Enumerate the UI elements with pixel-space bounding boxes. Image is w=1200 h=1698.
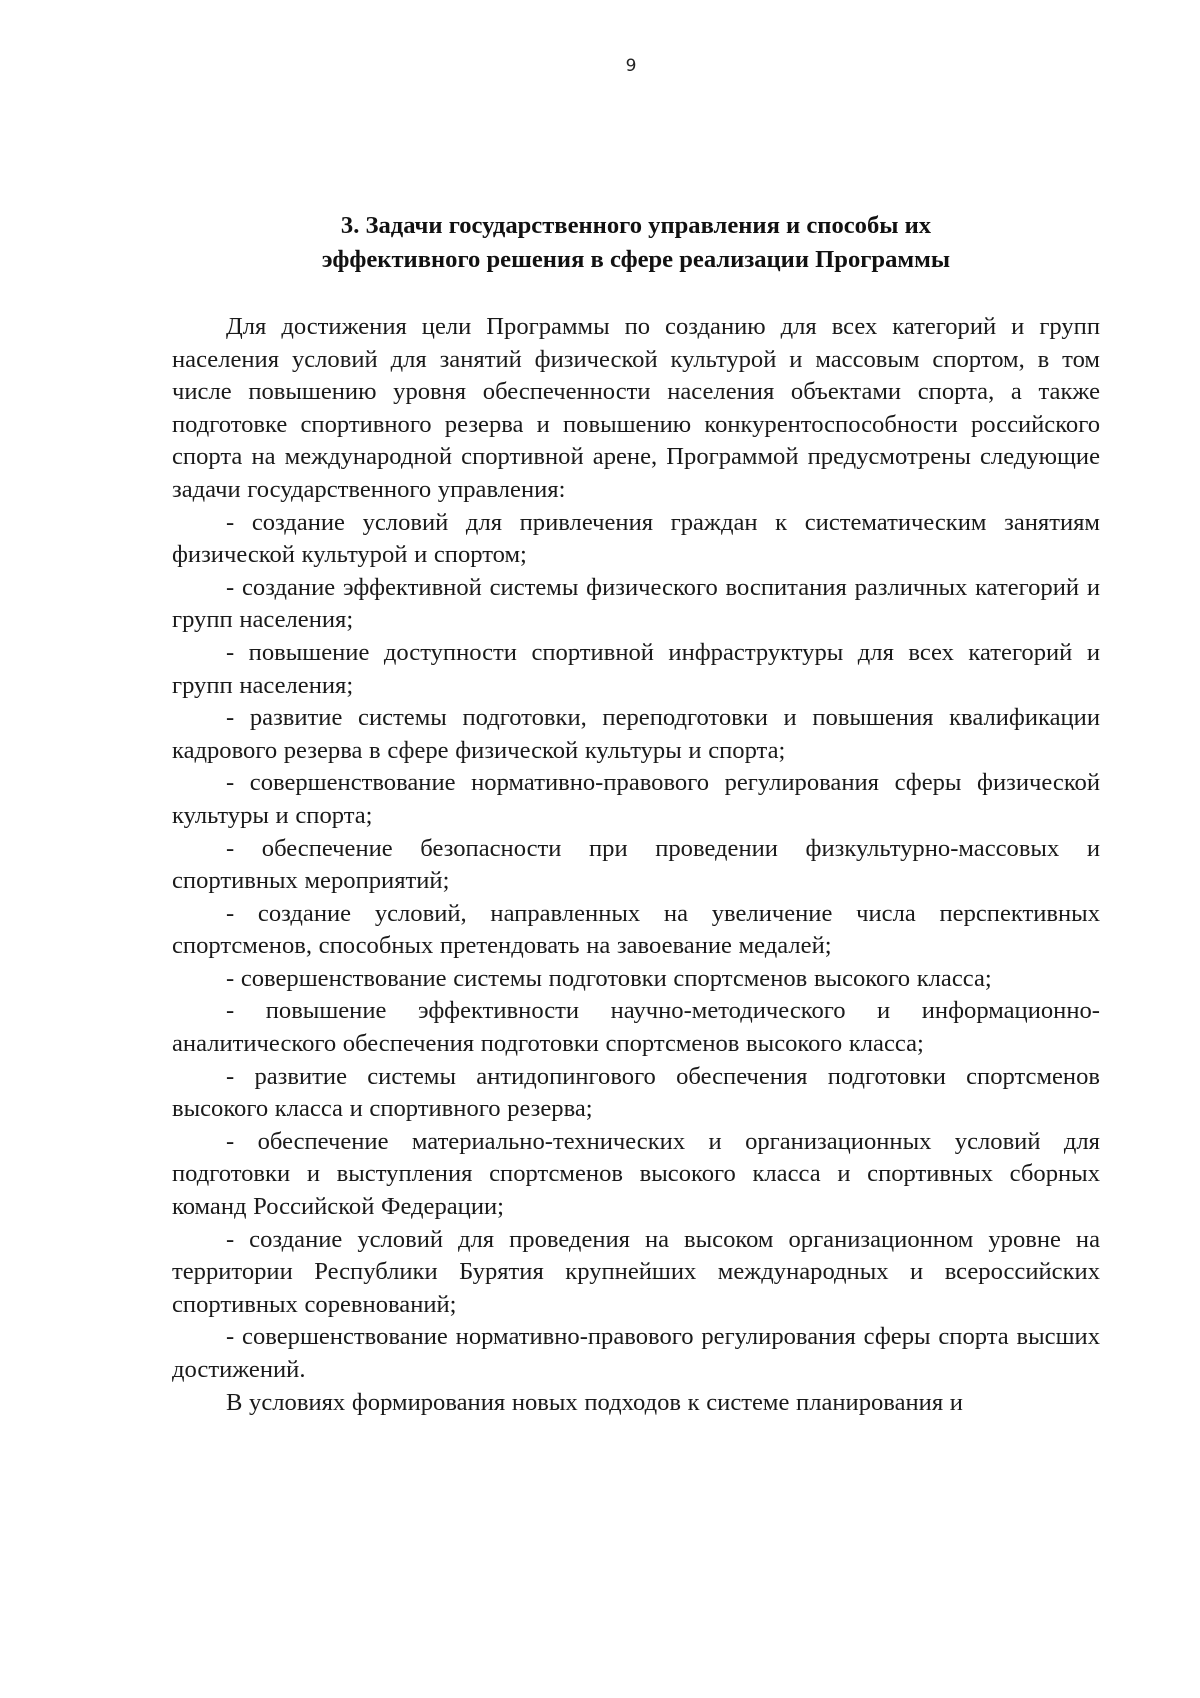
task-item: - создание условий для проведения на высоком организационном уровне на территории Республики Бурятия крупнейших международных и всероссийских спортивных соревнований; (172, 1225, 1100, 1318)
task-item: - совершенствование нормативно-правового регулирования сферы физической культуры и спорта; (172, 769, 1100, 829)
task-item: - повышение эффективности научно-методического и информационно-аналитического обеспечения подготовки спортсменов высокого класса; (172, 997, 1100, 1058)
task-item: - повышение доступности спортивной инфраструктуры для всех категорий и групп населения; (172, 638, 1100, 699)
section-heading-line-2: эффективного решения в сфере реализации Программы (321, 246, 951, 273)
page-number: 9 (625, 56, 637, 76)
task-item: - обеспечение безопасности при проведении физкультурно-массовых и спортивных мероприятий; (172, 834, 1100, 895)
task-item: - совершенствование нормативно-правового регулирования сферы спорта высших достижений. (172, 1323, 1100, 1383)
task-item: - обеспечение материально-технических и организационных условий для подготовки и выступления спортсменов высокого класса и спортивных сборных команд Российской Федерации; (172, 1127, 1100, 1221)
task-item: - развитие системы антидопингового обеспечения подготовки спортсменов высокого класса и спортивного резерва; (172, 1062, 1100, 1123)
section-heading-line-1: 3. Задачи государственного управления и способы их (340, 212, 932, 239)
task-item: - создание условий для привлечения граждан к систематическим занятиям физической культурой и спортом; (172, 508, 1100, 569)
intro-paragraph: Для достижения цели Программы по созданию для всех категорий и групп населения условий для занятий физической культурой и массовым спортом, в том числе повышению уровня обеспеченности населения объектами спорта, а также подготовке спортивного резерва и повышению конкурентоспособности российского спорта на международной спортивной арене, Программой предусмотрены следующие задачи государственного управления: (172, 313, 1100, 503)
section-heading (172, 209, 1100, 277)
task-item: - развитие системы подготовки, переподготовки и повышения квалификации кадрового резерва в сфере физической культуры и спорта; (172, 704, 1100, 764)
task-item: - создание эффективной системы физического воспитания различных категорий и групп населения; (172, 573, 1100, 634)
task-item: - совершенствование системы подготовки спортсменов высокого класса; (226, 964, 992, 992)
closing-paragraph: В условиях формирования новых подходов к системе планирования и (226, 1388, 963, 1416)
task-item: - создание условий, направленных на увеличение числа перспективных спортсменов, способных претендовать на завоевание медалей; (172, 899, 1100, 960)
body-text (172, 311, 1100, 1419)
